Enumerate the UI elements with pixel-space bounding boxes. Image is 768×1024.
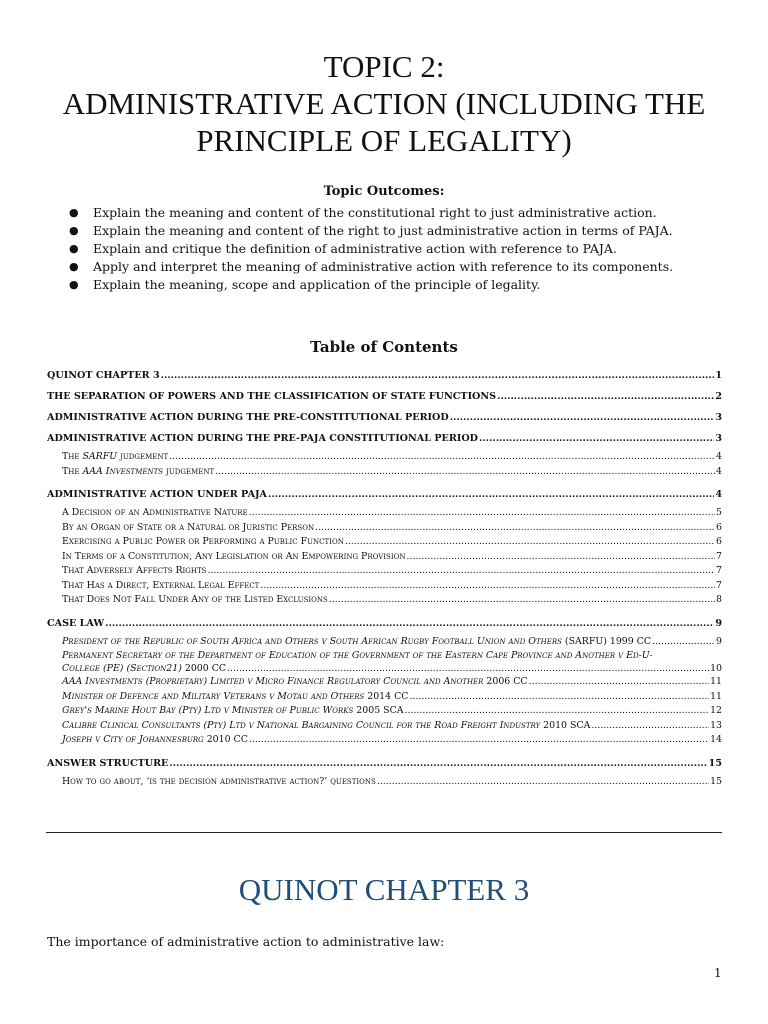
toc-case-entry[interactable]: President of the Republic of South Africa and Others v South African Rugby Football Union and Others (SARFU) 1999 CC ..... 9 <box>47 635 722 650</box>
toc-entry[interactable]: ADMINISTRATIVE ACTION DURING THE PRE-PAJA CONSTITUTIONAL PERIOD ..... 3 <box>47 433 722 444</box>
toc-subentry[interactable]: In Terms of a Constitution, Any Legislation or An Empowering Provision ..... 7 <box>47 550 722 565</box>
toc-case-entry[interactable]: Calibre Clinical Consultants (Pty) Ltd v National Bargaining Council for the Road Freight Industry 2010 SCA ..... 13 <box>47 719 722 734</box>
toc-case-entry[interactable]: Minister of Defence and Military Veterans v Motau and Others 2014 CC ..... 11 <box>47 690 722 705</box>
toc-entry[interactable]: THE SEPARATION OF POWERS AND THE CLASSIFICATION OF STATE FUNCTIONS ..... 2 <box>47 391 722 402</box>
bullet-icon: ● <box>69 278 79 291</box>
toc-subentry[interactable]: A Decision of an Administrative Nature ..... 5 <box>47 506 722 521</box>
outcomes-heading: Topic Outcomes: <box>323 184 445 199</box>
toc-heading: Table of Contents <box>310 338 458 356</box>
toc-case-entry[interactable]: Joseph v City of Johannesburg 2010 CC ..... 14 <box>47 733 722 748</box>
toc-subentry[interactable]: By an Organ of State or a Natural or Juristic Person ..... 6 <box>47 521 722 536</box>
outcome-item: ● Explain and critique the definition of administrative action with reference to PAJA. <box>69 241 617 256</box>
toc-subentry[interactable]: How to go about, ‘is the decision administrative action?’ questions ..... 15 <box>47 775 722 790</box>
bullet-icon: ● <box>69 260 79 273</box>
toc-entry[interactable]: QUINOT CHAPTER 3 ..... 1 <box>47 370 722 381</box>
outcomes-list <box>66 204 673 294</box>
toc-case-entry[interactable]: Grey's Marine Hout Bay (Pty) Ltd v Minister of Public Works 2005 SCA ..... 12 <box>47 704 722 719</box>
title-line-1: TOPIC 2: <box>323 49 445 84</box>
toc-subentry[interactable]: That Does Not Fall Under Any of the Listed Exclusions ..... 8 <box>47 593 722 608</box>
toc-entry[interactable]: ANSWER STRUCTURE ..... 15 <box>47 758 722 769</box>
bullet-icon: ● <box>69 206 79 219</box>
case-title-line: College (PE) (Section21) 2000 CC ..... 10 <box>62 662 722 675</box>
title-line-3: PRINCIPLE OF LEGALITY) <box>196 123 572 158</box>
toc-subentry[interactable]: That Has a Direct, External Legal Effect ..... 7 <box>47 579 722 594</box>
toc-entry[interactable]: CASE LAW ..... 9 <box>47 618 722 629</box>
outcome-item: ● Explain the meaning and content of the right to just administrative action in terms of PAJA. <box>69 223 673 238</box>
outcome-item: ● Explain the meaning, scope and application of the principle of legality. <box>69 277 541 292</box>
toc-entry[interactable]: ADMINISTRATIVE ACTION DURING THE PRE-CONSTITUTIONAL PERIOD ..... 3 <box>47 412 722 423</box>
case-title-line: Permanent Secretary of the Department of Education of the Government of the Eastern Cape Province and Another v Ed-U- <box>62 650 653 661</box>
chapter-intro-text: The importance of administrative action to administrative law: <box>47 934 445 949</box>
toc-subentry[interactable]: The AAA Investments judgement ..... 4 <box>47 465 722 480</box>
section-divider <box>46 832 722 833</box>
toc-subentry[interactable]: Exercising a Public Power or Performing a Public Function ..... 6 <box>47 535 722 550</box>
outcome-item: ● Explain the meaning and content of the constitutional right to just administrative action. <box>69 205 657 220</box>
outcome-item: ● Apply and interpret the meaning of administrative action with reference to its components. <box>69 259 674 274</box>
toc-subentry[interactable]: The SARFU judgement ..... 4 <box>47 450 722 465</box>
bullet-icon: ● <box>69 242 79 255</box>
toc-entry[interactable]: ADMINISTRATIVE ACTION UNDER PAJA ..... 4 <box>47 489 722 500</box>
table-of-contents <box>47 366 722 789</box>
topic-title <box>0 48 768 159</box>
toc-case-entry[interactable]: AAA Investments (Proprietary) Limited v Micro Finance Regulatory Council and Another 2006 CC ..... 11 <box>47 675 722 690</box>
toc-case-entry[interactable] <box>47 649 722 675</box>
title-line-2: ADMINISTRATIVE ACTION (INCLUDING THE <box>62 86 706 121</box>
chapter-heading: QUINOT CHAPTER 3 <box>238 872 530 907</box>
page-number: 1 <box>714 966 722 980</box>
toc-subentry[interactable]: That Adversely Affects Rights ..... 7 <box>47 564 722 579</box>
bullet-icon: ● <box>69 224 79 237</box>
